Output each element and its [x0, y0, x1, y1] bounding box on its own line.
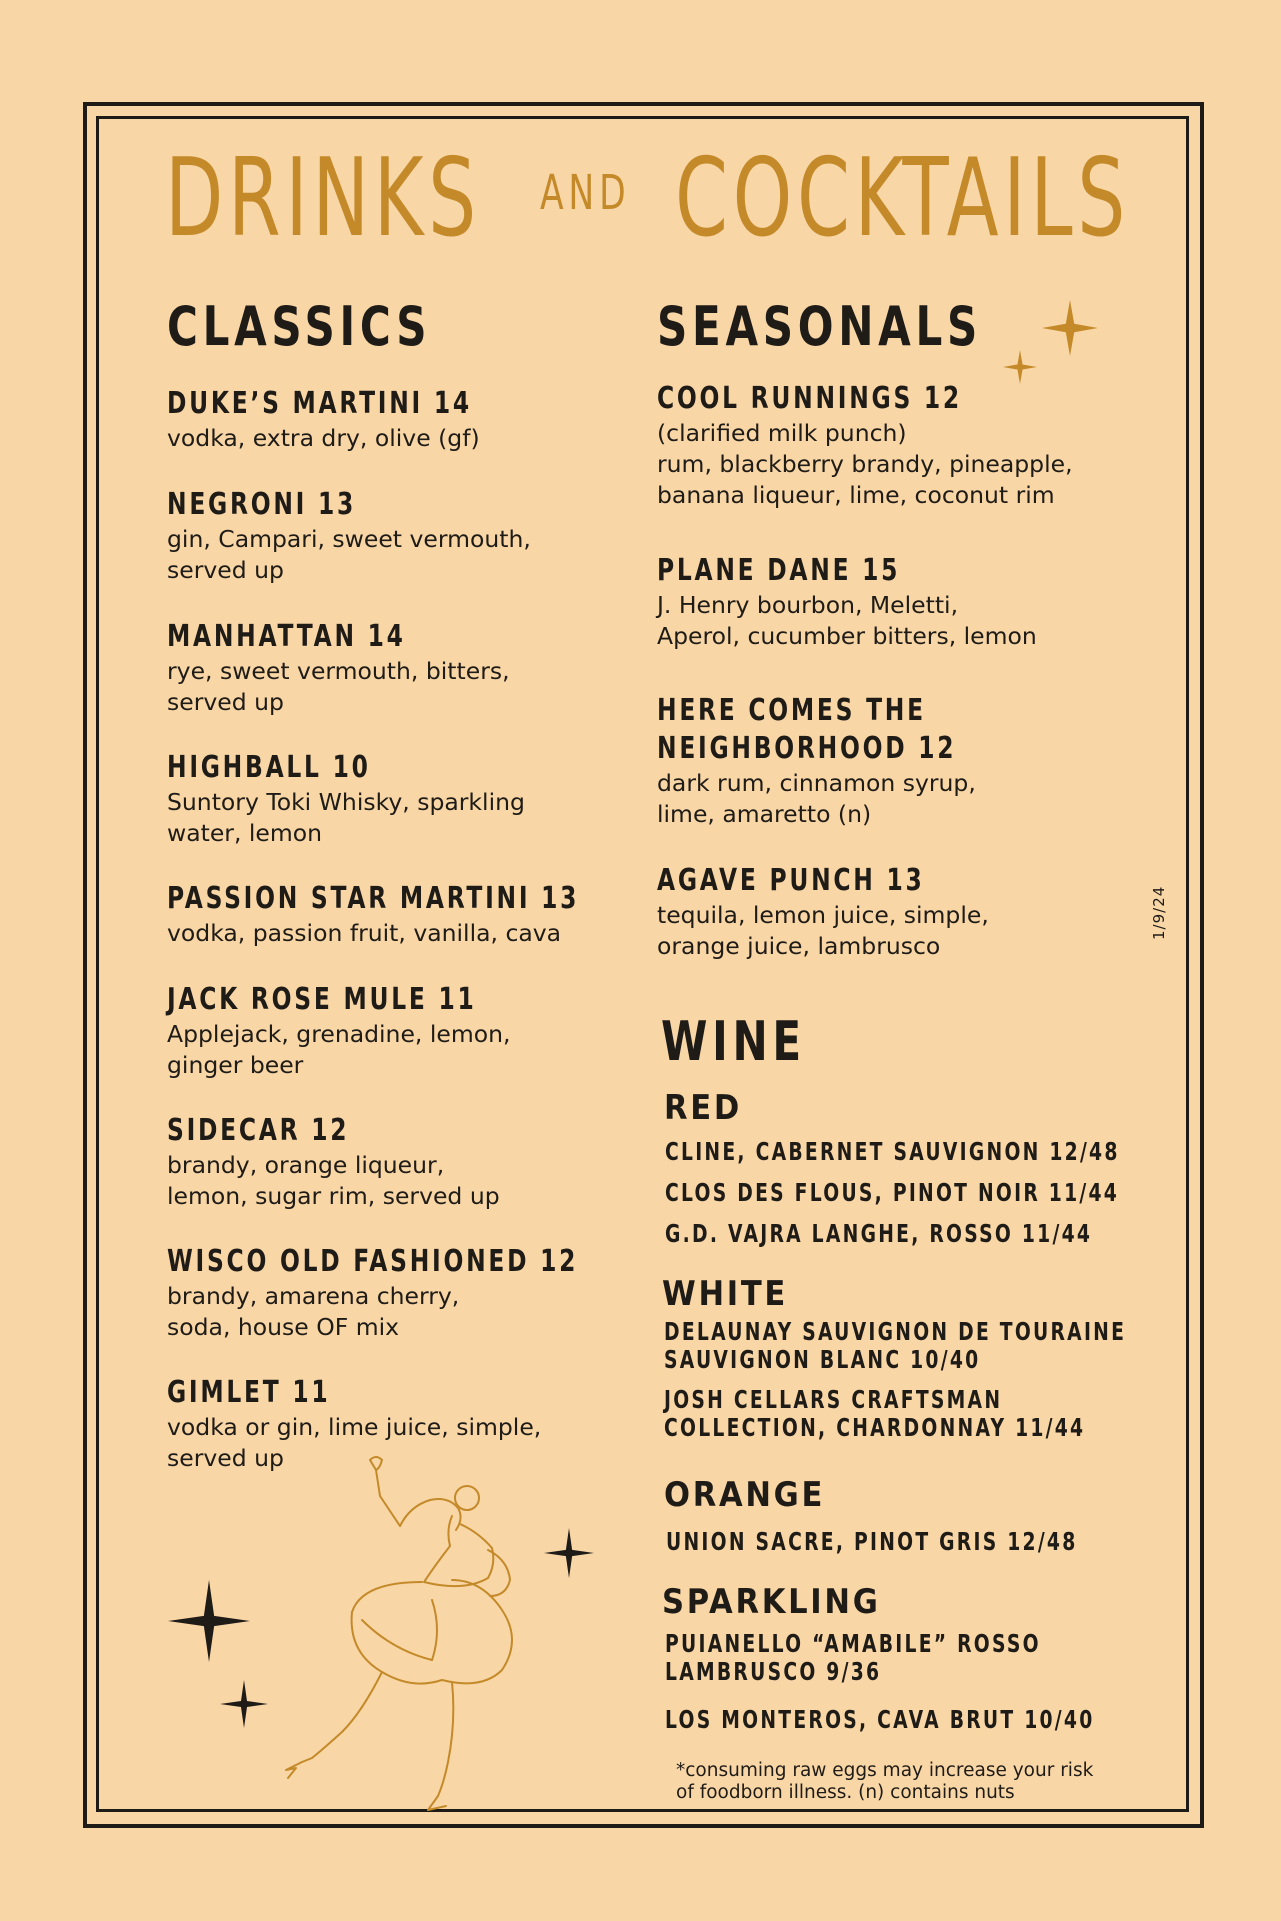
item-desc: (clarified milk punch) rum, blackberry brandy, pineapple, banana liqueur, lime, coconut rim [657, 419, 1073, 509]
item-desc: J. Henry bourbon, Meletti, Aperol, cucumber bitters, lemon [657, 591, 1037, 650]
item-desc: vodka or gin, lime juice, simple, served up [167, 1413, 542, 1472]
item-name: WISCO OLD FASHIONED 12 [167, 1244, 579, 1279]
menu-item [167, 880, 695, 949]
seasonals-heading: SEASONALS [657, 295, 982, 358]
wine-sparkling-label: SPARKLING [662, 1582, 881, 1622]
menu-item [657, 862, 1000, 962]
item-name: NEGRONI 13 [167, 487, 356, 522]
item-desc: brandy, orange liqueur, lemon, sugar rim, served up [167, 1151, 500, 1210]
item-desc: dark rum, cinnamon syrup, lime, amaretto (n) [657, 769, 976, 828]
wine-line: DELAUNAY SAUVIGNON DE TOURAINE SAUVIGNON BLANC 10/40 [664, 1317, 1127, 1374]
item-desc: rye, sweet vermouth, bitters, served up [167, 657, 510, 716]
sparkle-icon [1003, 350, 1037, 384]
menu-item [167, 1243, 694, 1343]
title-cocktails: COCKTAILS [675, 136, 1131, 261]
item-desc: tequila, lemon juice, simple, orange juice, lambrusco [657, 901, 989, 960]
item-desc: vodka, extra dry, olive (gf) [167, 424, 480, 452]
sparkle-icon [168, 1580, 250, 1662]
menu-item [167, 981, 564, 1081]
menu-item [167, 1112, 500, 1212]
sparkle-icon [1042, 300, 1098, 356]
wine-orange-label: ORANGE [664, 1475, 826, 1515]
dancer-illustration [262, 1450, 552, 1820]
menu-item [657, 552, 1037, 652]
date-stamp: 1/9/24 [1150, 885, 1168, 940]
item-desc: gin, Campari, sweet vermouth, served up [167, 525, 531, 584]
item-desc: Applejack, grenadine, lemon, ginger beer [167, 1020, 511, 1079]
item-desc: Suntory Toki Whisky, sparkling water, lemon [167, 788, 525, 847]
wine-white-label: WHITE [662, 1274, 789, 1314]
footnote: *consuming raw eggs may increase your risk of foodborn illness. (n) contains nuts [676, 1760, 1094, 1803]
wine-line: LOS MONTEROS, CAVA BRUT 10/40 [665, 1705, 1095, 1734]
menu-item [167, 749, 525, 849]
wine-line: G.D. VAJRA LANGHE, ROSSO 11/44 [665, 1219, 1093, 1248]
item-name: COOL RUNNINGS 12 [657, 381, 962, 416]
item-desc: brandy, amarena cherry, soda, house OF mix [167, 1282, 460, 1341]
item-name: PASSION STAR MARTINI 13 [167, 881, 580, 916]
classics-heading: CLASSICS [167, 295, 432, 358]
wine-line: JOSH CELLARS CRAFTSMAN COLLECTION, CHARDONNAY 11/44 [664, 1385, 1086, 1442]
wine-line: PUIANELLO “AMABILE” ROSSO LAMBRUSCO 9/36 [665, 1629, 1041, 1686]
menu-item [657, 692, 1041, 830]
menu-item [167, 618, 510, 718]
wine-red-label: RED [664, 1088, 742, 1128]
item-name: DUKE’S MARTINI 14 [167, 386, 472, 421]
item-name: MANHATTAN 14 [167, 619, 406, 654]
title-and: AND [540, 165, 631, 221]
item-name: AGAVE PUNCH 13 [657, 863, 925, 898]
wine-line: CLOS DES FLOUS, PINOT NOIR 11/44 [665, 1178, 1120, 1207]
menu-item [167, 385, 558, 454]
sparkle-icon [220, 1680, 268, 1728]
item-name: HIGHBALL 10 [167, 750, 371, 785]
menu-item [167, 486, 531, 586]
item-name: JACK ROSE MULE 11 [167, 982, 477, 1017]
item-name: GIMLET 11 [167, 1375, 331, 1410]
classics-section [167, 295, 637, 1472]
wine-line: UNION SACRE, PINOT GRIS 12/48 [666, 1527, 1078, 1556]
wine-heading: WINE [661, 1010, 806, 1073]
item-name: PLANE DANE 15 [657, 553, 901, 588]
wine-line: CLINE, CABERNET SAUVIGNON 12/48 [665, 1137, 1120, 1166]
item-name: HERE COMES THE NEIGHBORHOOD 12 [657, 693, 957, 766]
title-drinks: DRINKS [165, 136, 481, 261]
item-name: SIDECAR 12 [167, 1113, 350, 1148]
menu-item [657, 380, 1073, 511]
item-desc: vodka, passion fruit, vanilla, cava [167, 919, 562, 947]
